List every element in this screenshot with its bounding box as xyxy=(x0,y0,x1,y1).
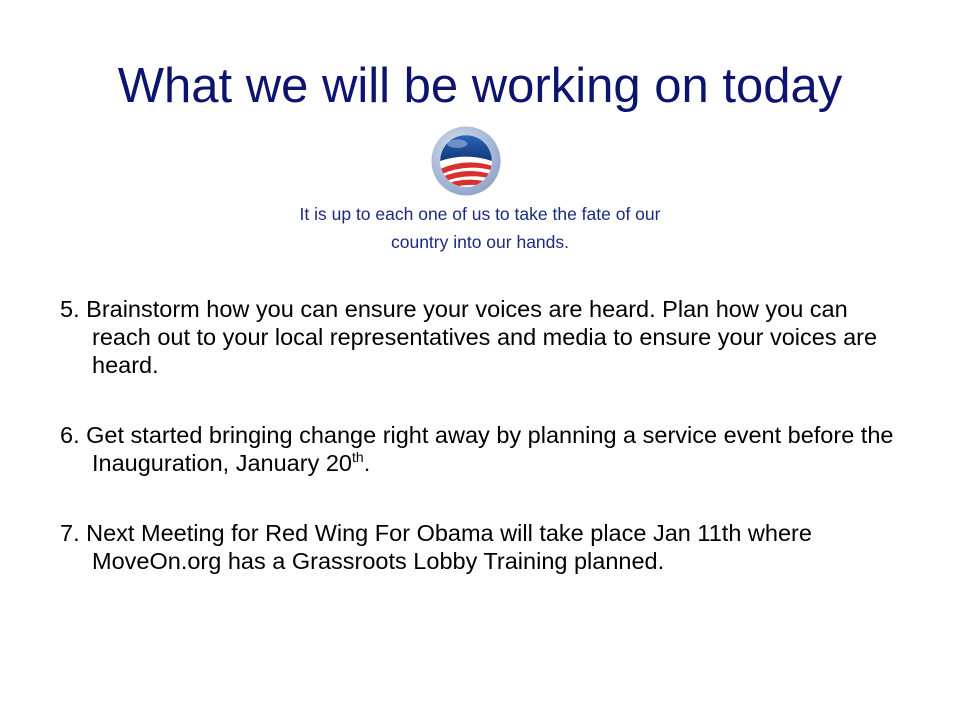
tagline-line-1: It is up to each one of us to take the fate of our xyxy=(299,204,661,224)
agenda-item-superscript: th xyxy=(352,449,364,466)
agenda-item-text: Next Meeting for Red Wing For Obama will take place Jan 11th where MoveOn.org has a Grassroots Lobby Training planned. xyxy=(86,520,812,574)
agenda-item-text: Brainstorm how you can ensure your voices are heard. Plan how you can reach out to your local representatives and media to ensure your voices are heard. xyxy=(86,296,878,378)
slide-title: What we will be working on today xyxy=(117,59,843,113)
tagline-line-2: country into our hands. xyxy=(390,232,570,252)
agenda-item-7 xyxy=(60,519,900,575)
agenda-item-6 xyxy=(60,421,900,477)
agenda-item-5 xyxy=(60,295,900,379)
tagline xyxy=(0,200,960,256)
agenda-item-number: 7. xyxy=(60,520,80,546)
agenda-item-number: 6. xyxy=(60,422,80,448)
agenda-list xyxy=(60,295,900,617)
agenda-item-suffix: . xyxy=(363,450,371,476)
agenda-item-text: Get started bringing change right away by planning a service event before the Inauguration, January 20 xyxy=(86,422,894,476)
obama-campaign-logo-icon xyxy=(430,125,502,197)
agenda-item-number: 5. xyxy=(60,296,80,322)
